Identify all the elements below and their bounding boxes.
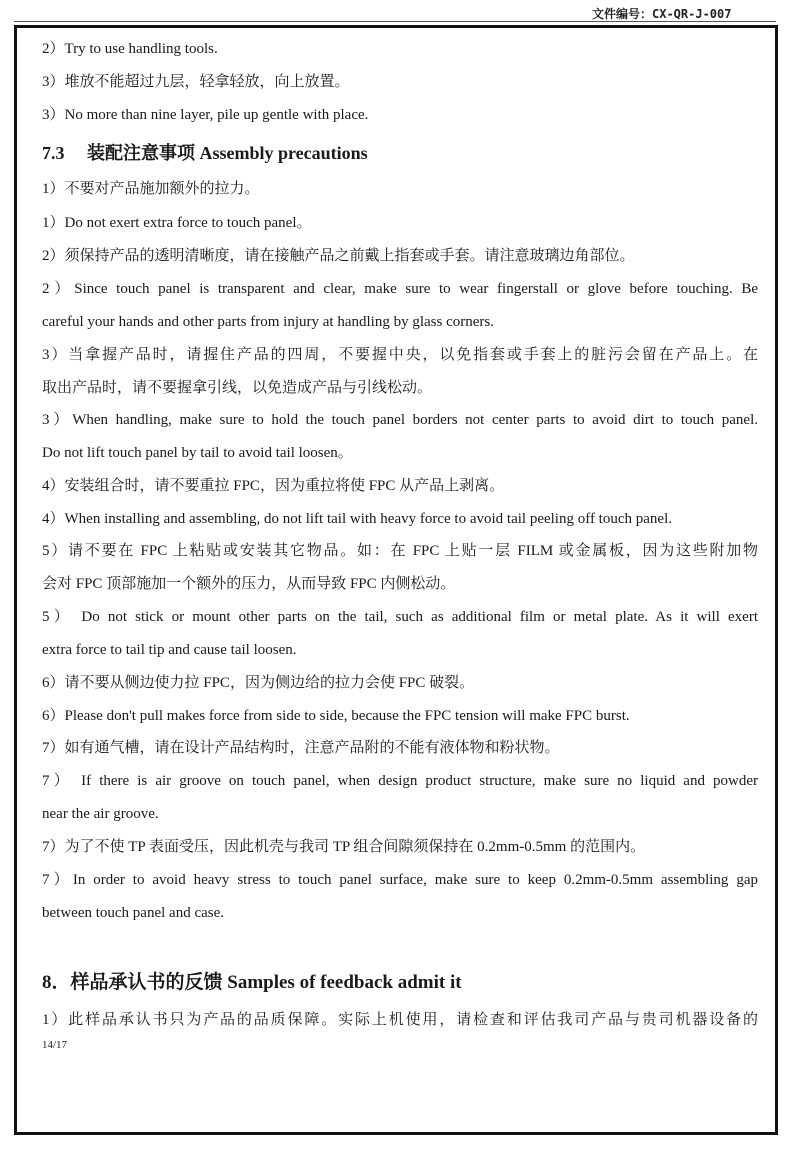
text-line: 3）当拿握产品时，请握住产品的四周，不要握中央，以免指套或手套上的脏污会留在产品上。在 — [42, 347, 758, 363]
text-line: near the air groove. — [42, 806, 159, 822]
text-line: 3）When handling, make sure to hold the touch panel borders not center parts to avoid dirt to touch panel. — [42, 412, 758, 428]
text-line: 会对 FPC 顶部施加一个额外的压力，从而导致 FPC 内侧松动。 — [42, 576, 456, 592]
page-frame — [14, 25, 778, 1135]
text-line: 7）为了不使 TP 表面受压，因此机壳与我司 TP 组合间隙须保持在 0.2mm-0.5mm 的范围内。 — [42, 839, 646, 855]
text-line: 4）When installing and assembling, do not lift tail with heavy force to avoid tail peeling off touch panel. — [42, 511, 672, 527]
text-line: 2）须保持产品的透明清晰度，请在接触产品之前戴上指套或手套。请注意玻璃边角部位。 — [42, 248, 635, 264]
document-number: 文件编号：CX-QR-J-007 — [592, 7, 732, 21]
text-line: 5）请不要在 FPC 上粘贴或安装其它物品。如：在 FPC 上贴一层 FILM 或金属板，因为这些附加物 — [42, 543, 758, 559]
text-line: 1）Do not exert extra force to touch panel。 — [42, 215, 312, 231]
text-line: 取出产品时，请不要握拿引线，以免造成产品与引线松动。 — [42, 380, 433, 396]
header-rule — [14, 21, 776, 22]
text-line: between touch panel and case. — [42, 905, 224, 921]
section-heading-7-3: 7.3 装配注意事项 Assembly precautions — [42, 143, 368, 163]
text-line: 6）请不要从侧边使力拉 FPC，因为侧边给的拉力会使 FPC 破裂。 — [42, 675, 475, 691]
text-line: 7） If there is air groove on touch panel, when design product structure, make sure no liquid and powder — [42, 773, 758, 789]
text-line: Do not lift touch panel by tail to avoid tail loosen。 — [42, 445, 353, 461]
text-line: 2）Since touch panel is transparent and clear, make sure to wear fingerstall or glove before touching. Be — [42, 281, 758, 297]
text-line: 6）Please don't pull makes force from side to side, because the FPC tension will make FPC burst. — [42, 708, 630, 724]
text-line: careful your hands and other parts from injury at handling by glass corners. — [42, 314, 494, 330]
text-line: 7）In order to avoid heavy stress to touch panel surface, make sure to keep 0.2mm-0.5mm assembling gap — [42, 872, 758, 888]
text-line: 7）如有通气槽，请在设计产品结构时，注意产品附的不能有液体物和粉状物。 — [42, 740, 560, 756]
text-line: 3）堆放不能超过九层，轻拿轻放，向上放置。 — [42, 74, 350, 90]
text-line: extra force to tail tip and cause tail loosen. — [42, 642, 297, 658]
section-heading-8: 8．样品承认书的反馈 Samples of feedback admit it — [42, 972, 462, 993]
page-number: 14/17 — [42, 1039, 68, 1051]
text-line: 5） Do not stick or mount other parts on the tail, such as additional film or metal plate. As it will exert — [42, 609, 758, 625]
text-line: 3）No more than nine layer, pile up gentle with place. — [42, 107, 369, 123]
text-line: 1）此样品承认书只为产品的品质保障。实际上机使用，请检查和评估我司产品与贵司机器设备的 — [42, 1012, 758, 1028]
text-line: 4）安装组合时，请不要重拉 FPC，因为重拉将使 FPC 从产品上剥离。 — [42, 478, 505, 494]
text-line: 2）Try to use handling tools. — [42, 41, 218, 57]
document-header — [0, 0, 790, 25]
text-line: 1）不要对产品施加额外的拉力。 — [42, 181, 260, 197]
